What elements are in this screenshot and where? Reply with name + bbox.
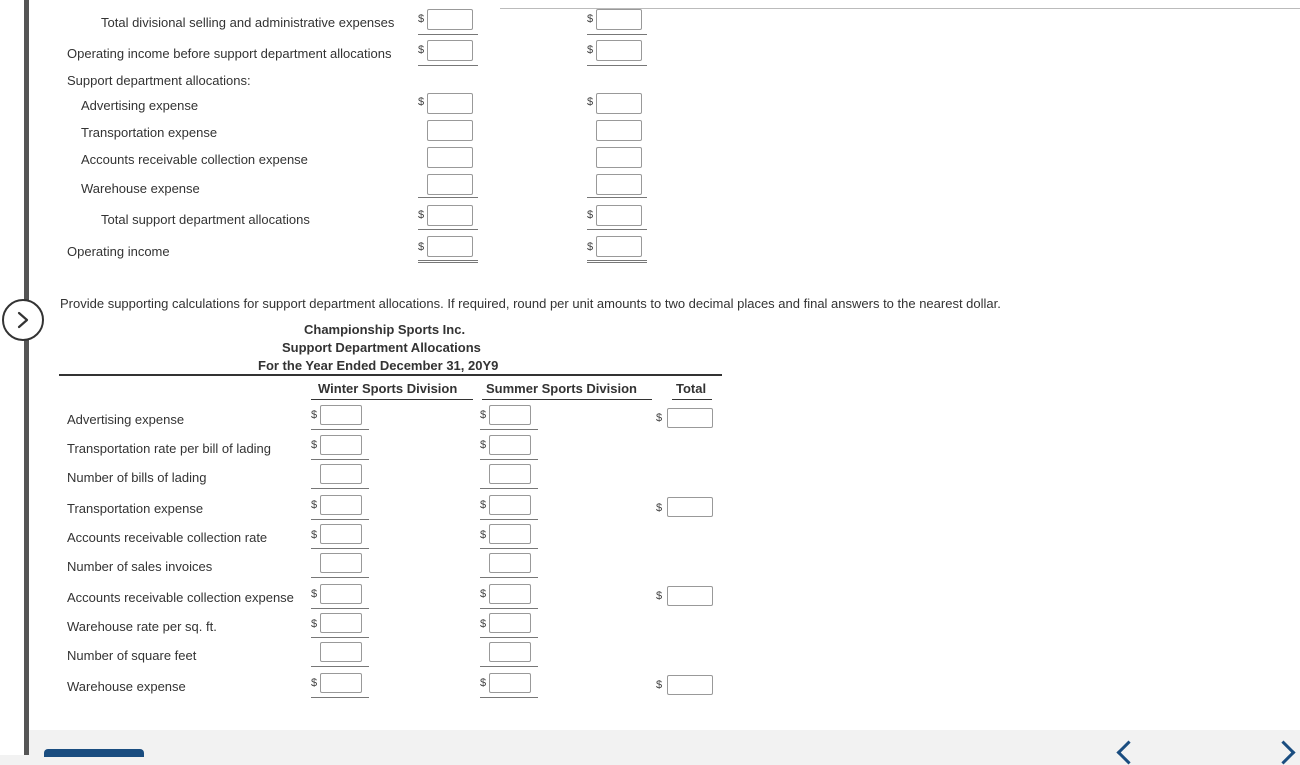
- total-ar-expense-input[interactable]: [667, 586, 713, 606]
- currency-symbol: $: [311, 618, 318, 630]
- currency-symbol: $: [311, 677, 318, 689]
- schedule-row-warehouse: Warehouse expense: [67, 679, 186, 694]
- footer-button[interactable]: [44, 749, 144, 757]
- underline: [587, 229, 647, 230]
- row-label-transportation: Transportation expense: [81, 125, 218, 140]
- summer-transportation-schedule-input[interactable]: [489, 495, 531, 515]
- summer-warehouse-rate-input[interactable]: [489, 613, 531, 633]
- summer-total-selling-admin-input[interactable]: [596, 9, 642, 30]
- currency-symbol: $: [480, 409, 487, 421]
- winter-warehouse-input[interactable]: [427, 174, 473, 195]
- total-advertising-input[interactable]: [667, 408, 713, 428]
- instructions-text: Provide supporting calculations for support department allocations. If required, round per unit amounts to two decimal places and final answers to the nearest dollar.: [60, 296, 1001, 311]
- summer-sales-invoices-input[interactable]: [489, 553, 531, 573]
- winter-transportation-schedule-input[interactable]: [320, 495, 362, 515]
- chevron-right-icon: [15, 310, 31, 330]
- row-label-operating-income-before: Operating income before support department allocations: [67, 46, 392, 61]
- currency-symbol: $: [311, 529, 318, 541]
- column-underline: [482, 399, 652, 400]
- row-label-warehouse: Warehouse expense: [81, 181, 200, 196]
- winter-advertising-schedule-input[interactable]: [320, 405, 362, 425]
- left-margin: [0, 0, 24, 755]
- underline: [311, 519, 369, 520]
- summer-ar-expense-input[interactable]: [489, 584, 531, 604]
- underline: [418, 34, 478, 35]
- summer-warehouse-schedule-input[interactable]: [489, 673, 531, 693]
- underline: [480, 459, 538, 460]
- row-label-total-support-allocations: Total support department allocations: [101, 212, 310, 227]
- schedule-row-ar-rate: Accounts receivable collection rate: [67, 530, 268, 545]
- winter-total-support-input[interactable]: [427, 205, 473, 226]
- winter-ar-expense-input[interactable]: [320, 584, 362, 604]
- question-panel: [29, 0, 1300, 730]
- column-header-total: Total: [676, 381, 707, 396]
- currency-symbol: $: [311, 588, 318, 600]
- underline: [480, 429, 538, 430]
- currency-symbol: $: [480, 529, 487, 541]
- winter-operating-income-before-input[interactable]: [427, 40, 473, 61]
- winter-warehouse-schedule-input[interactable]: [320, 673, 362, 693]
- summer-bills-of-lading-input[interactable]: [489, 464, 531, 484]
- schedule-row-sales-invoices: Number of sales invoices: [67, 559, 213, 574]
- underline: [418, 65, 478, 66]
- underline: [480, 577, 538, 578]
- row-label-ar-collection: Accounts receivable collection expense: [81, 152, 308, 167]
- double-underline: [587, 260, 647, 263]
- summer-total-support-input[interactable]: [596, 205, 642, 226]
- currency-symbol: $: [311, 499, 318, 511]
- schedule-period: For the Year Ended December 31, 20Y9: [258, 358, 499, 373]
- summer-ar-collection-input[interactable]: [596, 147, 642, 168]
- winter-warehouse-rate-input[interactable]: [320, 613, 362, 633]
- currency-symbol: $: [656, 412, 663, 424]
- underline: [587, 34, 647, 35]
- underline: [587, 65, 647, 66]
- currency-symbol: $: [418, 44, 425, 56]
- underline: [311, 429, 369, 430]
- winter-transport-rate-input[interactable]: [320, 435, 362, 455]
- underline: [311, 608, 369, 609]
- currency-symbol: $: [587, 96, 594, 108]
- underline: [480, 637, 538, 638]
- currency-symbol: $: [418, 13, 425, 25]
- winter-ar-rate-input[interactable]: [320, 524, 362, 544]
- winter-sales-invoices-input[interactable]: [320, 553, 362, 573]
- currency-symbol: $: [587, 241, 594, 253]
- company-name: Championship Sports Inc.: [304, 322, 466, 337]
- schedule-row-advertising: Advertising expense: [67, 412, 185, 427]
- winter-advertising-input[interactable]: [427, 93, 473, 114]
- currency-symbol: $: [656, 590, 663, 602]
- summer-square-feet-input[interactable]: [489, 642, 531, 662]
- row-label-advertising: Advertising expense: [81, 98, 199, 113]
- column-header-winter: Winter Sports Division: [318, 381, 458, 396]
- underline: [480, 608, 538, 609]
- underline: [587, 197, 647, 198]
- currency-symbol: $: [480, 588, 487, 600]
- winter-square-feet-input[interactable]: [320, 642, 362, 662]
- currency-symbol: $: [311, 439, 318, 451]
- underline: [480, 519, 538, 520]
- winter-operating-income-input[interactable]: [427, 236, 473, 257]
- schedule-row-square-feet: Number of square feet: [67, 648, 197, 663]
- schedule-row-ar-expense: Accounts receivable collection expense: [67, 590, 294, 605]
- column-header-summer: Summer Sports Division: [486, 381, 637, 396]
- double-underline: [418, 260, 478, 263]
- winter-transportation-input[interactable]: [427, 120, 473, 141]
- underline: [480, 697, 538, 698]
- currency-symbol: $: [311, 409, 318, 421]
- underline: [311, 697, 369, 698]
- summer-operating-income-before-input[interactable]: [596, 40, 642, 61]
- currency-symbol: $: [418, 209, 425, 221]
- row-label-total-selling-admin: Total divisional selling and administrative expenses: [101, 15, 395, 30]
- summer-advertising-schedule-input[interactable]: [489, 405, 531, 425]
- currency-symbol: $: [587, 209, 594, 221]
- row-label-support-allocations-heading: Support department allocations:: [67, 73, 251, 88]
- underline: [480, 488, 538, 489]
- underline: [418, 197, 478, 198]
- currency-symbol: $: [480, 439, 487, 451]
- header-rule: [59, 374, 722, 376]
- currency-symbol: $: [480, 677, 487, 689]
- row-label-operating-income: Operating income: [67, 244, 170, 259]
- schedule-title: Support Department Allocations: [282, 340, 481, 355]
- currency-symbol: $: [656, 679, 663, 691]
- summer-warehouse-input[interactable]: [596, 174, 642, 195]
- footer-area: [29, 730, 1300, 755]
- currency-symbol: $: [418, 96, 425, 108]
- underline: [480, 666, 538, 667]
- currency-symbol: $: [656, 502, 663, 514]
- underline: [311, 548, 369, 549]
- underline: [311, 637, 369, 638]
- summer-transport-rate-input[interactable]: [489, 435, 531, 455]
- expand-toggle-button[interactable]: [2, 299, 44, 341]
- summer-ar-rate-input[interactable]: [489, 524, 531, 544]
- column-underline: [311, 399, 473, 400]
- summer-advertising-input[interactable]: [596, 93, 642, 114]
- currency-symbol: $: [418, 241, 425, 253]
- underline: [311, 666, 369, 667]
- currency-symbol: $: [480, 618, 487, 630]
- winter-bills-of-lading-input[interactable]: [320, 464, 362, 484]
- column-underline: [672, 399, 712, 400]
- underline: [311, 577, 369, 578]
- total-transportation-input[interactable]: [667, 497, 713, 517]
- currency-symbol: $: [587, 44, 594, 56]
- winter-ar-collection-input[interactable]: [427, 147, 473, 168]
- schedule-row-warehouse-rate: Warehouse rate per sq. ft.: [67, 619, 217, 634]
- underline: [311, 459, 369, 460]
- schedule-row-transportation: Transportation expense: [67, 501, 204, 516]
- underline: [418, 229, 478, 230]
- currency-symbol: $: [587, 13, 594, 25]
- underline: [480, 548, 538, 549]
- schedule-row-transport-rate: Transportation rate per bill of lading: [67, 441, 272, 456]
- total-warehouse-input[interactable]: [667, 675, 713, 695]
- summer-operating-income-input[interactable]: [596, 236, 642, 257]
- summer-transportation-input[interactable]: [596, 120, 642, 141]
- winter-total-selling-admin-input[interactable]: [427, 9, 473, 30]
- currency-symbol: $: [480, 499, 487, 511]
- schedule-row-bills-of-lading: Number of bills of lading: [67, 470, 207, 485]
- underline: [311, 488, 369, 489]
